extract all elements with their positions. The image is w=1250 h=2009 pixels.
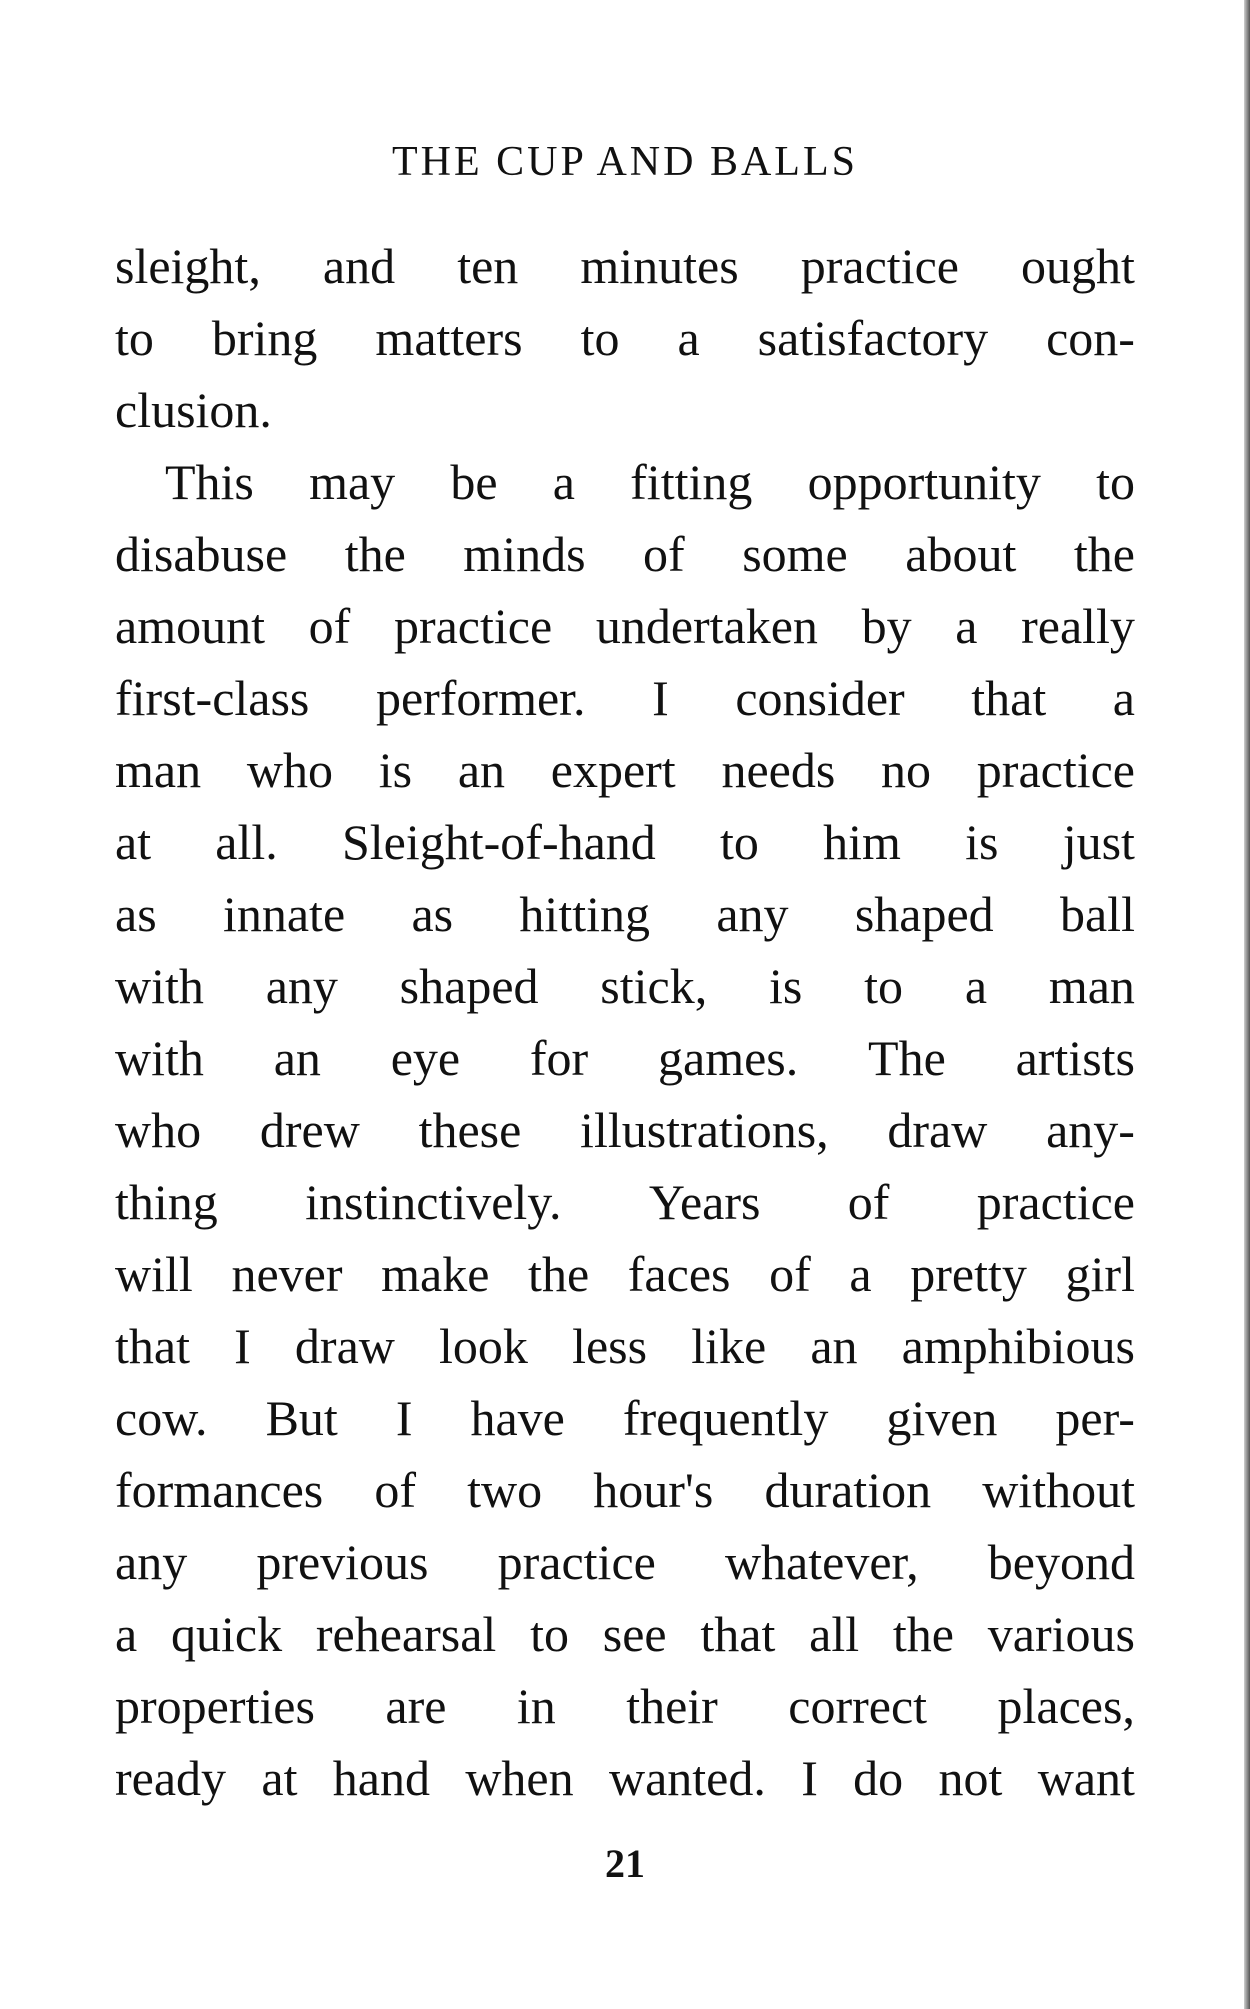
text-word: make bbox=[381, 1246, 490, 1302]
text-word: a bbox=[849, 1246, 872, 1302]
text-word: disabuse bbox=[115, 526, 288, 582]
text-word: no bbox=[881, 742, 932, 798]
text-line bbox=[115, 662, 1135, 734]
text-word: amphibious bbox=[901, 1318, 1135, 1374]
text-word: the bbox=[528, 1246, 590, 1302]
text-word: hand bbox=[332, 1750, 430, 1806]
text-word: to bbox=[720, 814, 759, 870]
text-line bbox=[115, 1454, 1135, 1526]
text-word: practice bbox=[800, 238, 959, 294]
text-word: I bbox=[801, 1750, 818, 1806]
text-word: needs bbox=[721, 742, 836, 798]
text-word: who bbox=[115, 1102, 202, 1158]
text-word: at bbox=[261, 1750, 298, 1806]
text-word: thing bbox=[115, 1174, 218, 1230]
text-word: to bbox=[864, 958, 904, 1014]
text-word: any bbox=[716, 886, 789, 942]
text-word: a bbox=[677, 310, 700, 366]
page-number: 21 bbox=[605, 1841, 645, 1886]
text-word: that bbox=[115, 1318, 190, 1374]
text-word: But bbox=[265, 1390, 338, 1446]
text-word: rehearsal bbox=[315, 1606, 497, 1662]
text-word: pretty bbox=[910, 1246, 1027, 1302]
text-word: of bbox=[374, 1462, 416, 1518]
text-word: him bbox=[823, 814, 901, 870]
text-word: sleight, bbox=[115, 238, 261, 294]
text-line bbox=[115, 878, 1135, 950]
text-word: of bbox=[847, 1174, 890, 1230]
text-word: as bbox=[411, 886, 454, 942]
text-word: given bbox=[886, 1390, 998, 1446]
text-word: I bbox=[652, 670, 669, 726]
text-line bbox=[115, 1094, 1135, 1166]
text-word: amount bbox=[115, 598, 265, 654]
text-line bbox=[115, 230, 1135, 302]
text-word: their bbox=[626, 1678, 718, 1734]
text-line bbox=[115, 518, 1135, 590]
text-word: satisfactory bbox=[757, 310, 989, 366]
text-word: shaped bbox=[854, 886, 994, 942]
text-word: an bbox=[810, 1318, 858, 1374]
text-line bbox=[115, 1526, 1135, 1598]
text-word: places, bbox=[997, 1678, 1135, 1734]
text-word: are bbox=[385, 1678, 447, 1734]
text-word: a bbox=[552, 454, 575, 510]
text-line bbox=[115, 1670, 1135, 1742]
text-word: opportunity bbox=[807, 454, 1041, 510]
text-word: practice bbox=[976, 742, 1135, 798]
text-word: bring bbox=[211, 310, 318, 366]
binding-edge bbox=[1244, 0, 1250, 2009]
text-word: about bbox=[905, 526, 1017, 582]
text-word: faces bbox=[627, 1246, 731, 1302]
text-word: that bbox=[700, 1606, 776, 1662]
text-word: all bbox=[809, 1606, 860, 1662]
text-word: first-class bbox=[115, 670, 310, 726]
text-word: minutes bbox=[580, 238, 739, 294]
text-word: is bbox=[965, 814, 999, 870]
text-word: of bbox=[308, 598, 351, 654]
text-word: ten bbox=[457, 238, 519, 294]
text-word: con- bbox=[1046, 310, 1135, 366]
text-word: hour's bbox=[593, 1462, 714, 1518]
text-word: illustrations, bbox=[580, 1102, 829, 1158]
text-word: instinctively. bbox=[305, 1174, 562, 1230]
text-word: whatever, bbox=[724, 1534, 919, 1590]
text-word: like bbox=[691, 1318, 767, 1374]
text-word: these bbox=[418, 1102, 522, 1158]
text-word: less bbox=[572, 1318, 648, 1374]
text-word: to bbox=[530, 1606, 569, 1662]
text-word: per- bbox=[1055, 1390, 1135, 1446]
text-word: without bbox=[982, 1462, 1135, 1518]
text-word: man bbox=[1048, 958, 1135, 1014]
text-word: not bbox=[938, 1750, 1003, 1806]
text-word: really bbox=[1021, 598, 1135, 654]
text-word: at bbox=[115, 814, 152, 870]
text-word: any bbox=[115, 1534, 188, 1590]
text-word: duration bbox=[764, 1462, 932, 1518]
text-word: for bbox=[529, 1030, 589, 1086]
text-word: I bbox=[395, 1390, 413, 1446]
text-word: a bbox=[115, 1606, 138, 1662]
text-word: will bbox=[115, 1246, 193, 1302]
text-line bbox=[115, 806, 1135, 878]
text-line bbox=[115, 1238, 1135, 1310]
text-word: I bbox=[234, 1318, 251, 1374]
text-word: drew bbox=[259, 1102, 360, 1158]
text-word: formances bbox=[115, 1462, 324, 1518]
text-line bbox=[115, 1598, 1135, 1670]
text-word: minds bbox=[463, 526, 586, 582]
text-word: to bbox=[115, 310, 154, 366]
text-word: ball bbox=[1059, 886, 1135, 942]
text-word: to bbox=[1096, 454, 1135, 510]
text-word: games. bbox=[658, 1030, 799, 1086]
text-word: the bbox=[1073, 526, 1135, 582]
text-word: some bbox=[742, 526, 848, 582]
text-word: who bbox=[246, 742, 333, 798]
text-word: matters bbox=[375, 310, 523, 366]
text-word: man bbox=[115, 742, 202, 798]
text-word: This bbox=[165, 454, 254, 510]
text-line bbox=[115, 302, 1135, 374]
text-word: in bbox=[516, 1678, 556, 1734]
text-word: correct bbox=[788, 1678, 928, 1734]
text-word: beyond bbox=[987, 1534, 1135, 1590]
text-word: stick, bbox=[600, 958, 708, 1014]
text-word: any- bbox=[1046, 1102, 1135, 1158]
text-word: Years bbox=[648, 1174, 761, 1230]
text-word: draw bbox=[887, 1102, 988, 1158]
text-line bbox=[115, 1166, 1135, 1238]
text-line bbox=[115, 950, 1135, 1022]
text-word: be bbox=[450, 454, 498, 510]
text-word: hitting bbox=[519, 886, 650, 942]
text-word: undertaken bbox=[595, 598, 818, 654]
text-word: to bbox=[580, 310, 620, 366]
text-word: with bbox=[115, 1030, 204, 1086]
text-word: quick bbox=[170, 1606, 283, 1662]
text-word: of bbox=[769, 1246, 811, 1302]
text-word: performer. bbox=[375, 670, 586, 726]
text-word: Sleight-of-hand bbox=[341, 814, 656, 870]
text-word: just bbox=[1062, 814, 1135, 870]
text-word: a bbox=[955, 598, 978, 654]
text-word: an bbox=[273, 1030, 321, 1086]
text-word: shaped bbox=[399, 958, 539, 1014]
text-word: any bbox=[265, 958, 338, 1014]
text-word: girl bbox=[1065, 1246, 1135, 1302]
text-word: two bbox=[467, 1462, 543, 1518]
text-word: clusion. bbox=[115, 382, 272, 438]
text-word: have bbox=[470, 1390, 565, 1446]
text-word: properties bbox=[115, 1678, 315, 1734]
text-word: of bbox=[643, 526, 685, 582]
text-word: fitting bbox=[630, 454, 753, 510]
text-word: cow. bbox=[115, 1390, 208, 1446]
text-word: see bbox=[602, 1606, 667, 1662]
text-word: a bbox=[964, 958, 988, 1014]
text-word: a bbox=[1112, 670, 1135, 726]
text-word: want bbox=[1037, 1750, 1135, 1806]
text-word: the bbox=[892, 1606, 954, 1662]
text-word: an bbox=[457, 742, 506, 798]
text-word: expert bbox=[550, 742, 676, 798]
text-word: practice bbox=[497, 1534, 656, 1590]
text-word: all. bbox=[215, 814, 278, 870]
text-line bbox=[115, 590, 1135, 662]
text-word: and bbox=[322, 238, 396, 294]
text-line bbox=[115, 374, 1135, 446]
text-word: wanted. bbox=[608, 1750, 766, 1806]
text-line bbox=[115, 1382, 1135, 1454]
text-word: ought bbox=[1021, 238, 1135, 294]
body-text bbox=[115, 230, 1135, 1814]
text-word: innate bbox=[222, 886, 346, 942]
text-word: consider bbox=[735, 670, 905, 726]
text-line bbox=[115, 1310, 1135, 1382]
text-word: is bbox=[769, 958, 803, 1014]
text-word: practice bbox=[976, 1174, 1135, 1230]
text-word: previous bbox=[256, 1534, 429, 1590]
text-word: The bbox=[868, 1030, 946, 1086]
text-word: ready bbox=[115, 1750, 227, 1806]
text-word: look bbox=[439, 1318, 528, 1374]
text-line bbox=[115, 734, 1135, 806]
text-word: eye bbox=[390, 1030, 461, 1086]
running-head: THE CUP AND BALLS bbox=[392, 139, 858, 185]
text-word: when bbox=[465, 1750, 574, 1806]
text-line bbox=[115, 1742, 1135, 1814]
text-word: frequently bbox=[622, 1390, 829, 1446]
text-word: draw bbox=[294, 1318, 395, 1374]
text-word: as bbox=[115, 886, 157, 942]
text-word: is bbox=[378, 742, 413, 798]
text-line bbox=[115, 446, 1135, 518]
text-word: the bbox=[344, 526, 406, 582]
text-word: by bbox=[861, 598, 912, 654]
text-word: artists bbox=[1015, 1030, 1135, 1086]
text-word: do bbox=[853, 1750, 904, 1806]
text-word: practice bbox=[393, 598, 553, 654]
text-word: that bbox=[971, 670, 1047, 726]
text-word: may bbox=[309, 454, 396, 510]
text-line bbox=[115, 1022, 1135, 1094]
text-word: with bbox=[115, 958, 204, 1014]
text-word: various bbox=[987, 1606, 1135, 1662]
text-word: never bbox=[231, 1246, 343, 1302]
